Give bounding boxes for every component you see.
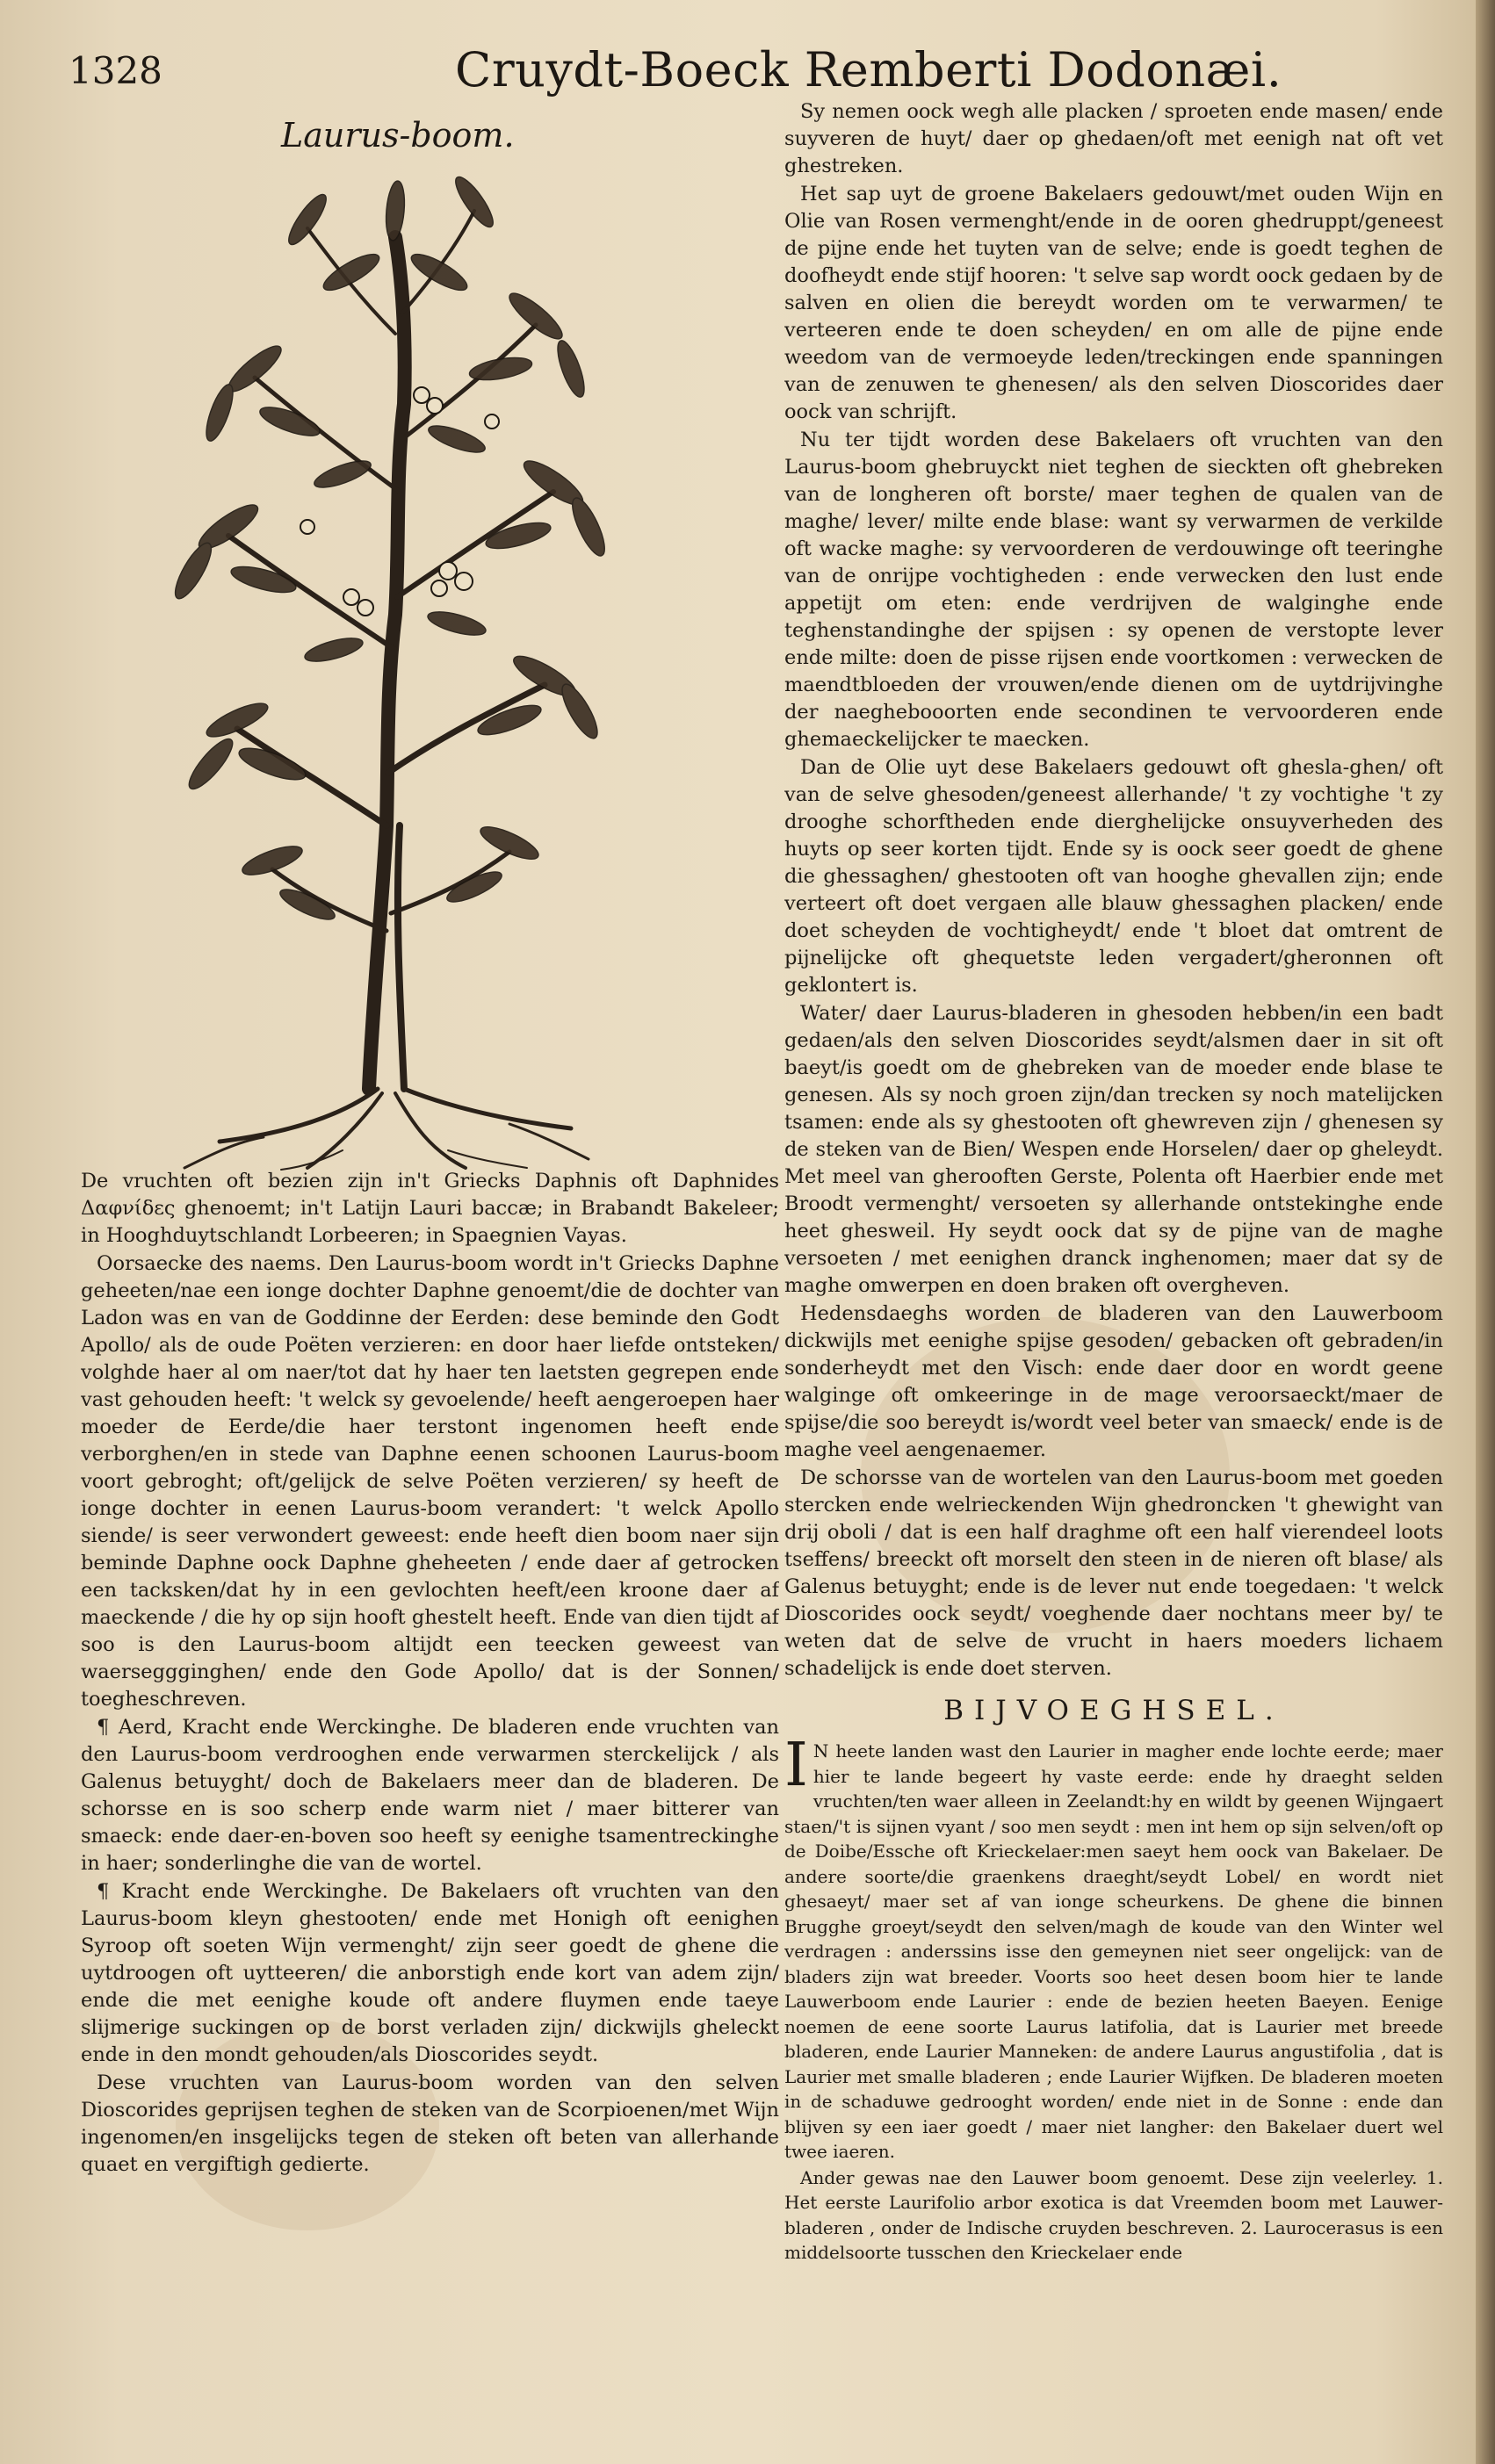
running-title: Cruydt-Boeck Remberti Dodonæi. <box>455 42 1282 97</box>
text-paragraph: De schorsse van de wortelen van den Laurus-boom met goeden stercken ende welrieckenden Wijn ghedroncken 't ghewight van drij oboli / dat is een half draghme oft een half vierendeel loots tseffens/ breeckt oft morselt den steen in de nieren oft blase/ als Galenus betuyght; ende is de lever nut ende toegedaen: 't welck Dioscorides oock seydt/ voeghende daer nochtans meer by/ te weten dat de selve de vrucht in haers moeders lichaem schadelijck is ende doet sterven. <box>784 1466 1443 1680</box>
page-header <box>69 35 1439 105</box>
drop-cap: I <box>784 1731 808 1800</box>
figure-caption: Laurus-boom. <box>281 116 515 155</box>
text-paragraph: Water/ daer Laurus-bladeren in ghesoden hebben/in een badt gedaen/als den selven Dioscorides seydt/alsmen daer in sit oft baeyt/is goedt om de ghebreken van de moeder ende blase te genesen. Als sy noch groen zijn/dan trecken sy noch matelijcken tsamen: ende als sy ghestooten oft ghewreven zijn / ghenesen sy de steken van de Bien/ Wespen ende Horselen/ daer op gheleydt. Met meel van gherooften Gerste, Polenta oft Haerbier ende met Broodt vermenght/ versoeten sy allerhande ontstekinghe ende heet ghesweil. Hy seydt oock dat sy de pijne van de maghe versoeten / met eenighen dranck inghenomen; maer dat sy de maghe omwerpen en doen braken oft overgheven. <box>784 1002 1443 1297</box>
text-paragraph: Oorsaecke des naems. Den Laurus-boom wordt in't Griecks Daphne geheeten/nae een ionge dochter Daphne genoemt/die de dochter van Ladon was en van de Goddinne der Eerden: dese beminde den Godt Apollo/ als de oude Poëten verzieren: en door haer liefde ontsteken/ volghde haer al om naer/tot dat hy haer ten laetsten gegrepen ende vast gehouden heeft: 't welck sy gevoelende/ heeft aengeroepen haer moeder de Eerde/die haer terstont ingenomen heeft ende verborghen/en in stede van Daphne eenen schoonen Laurus-boom voort gebroght; oft/gelijck de selve Poëten verzieren/ sy heeft de ionge dochter in eenen Laurus-boom verandert: 't welck Apollo siende/ is seer verwondert geweest: ende heeft dien boom naer sijn beminde Daphne oock Daphne gheheeten / ende daer af getrocken een tacksken/dat hy in een gevlochten heeft/een kroone daer af maeckende / die hy op sijn hooft ghestelt heeft. Ende van dien tijdt af soo is den Laurus-boom altijdt een teecken geweest van waerseggginghen/ ende den Gode Apollo/ dat is der Sonnen/ toegheschreven. <box>81 1252 779 1711</box>
text-paragraph: Sy nemen oock wegh alle placken / sproeten ende masen/ ende suyveren de huyt/ daer op ghedaen/oft met eenigh nat oft vet ghestreken. <box>784 100 1443 177</box>
left-text-column <box>81 1168 779 2415</box>
laurel-tree-illustration <box>132 158 659 1177</box>
text-paragraph: Nu ter tijdt worden dese Bakelaers oft vruchten van den Laurus-boom ghebruyckt niet teghen de sieckten oft ghebreken van de longheren oft borste/ maer teghen de qualen van de maghe/ lever/ milte ende blase: want sy verwarmen de verkilde oft wacke maghe: sy vervoorderen de verdouwinge oft teeringhe van de onrijpe vochtigheden : ende verwecken den lust ende appetijt om eten: ende verdrijven de walginghe ende teghenstandinghe der spijsen : sy openen de verstopte lever ende milte: doen de pisse rijsen ende voortkomen : verwecken de maendtbloeden der vrouwen/ende dienen om de uytdrijvinghe der naeghebooorten ende secondinen te vervoorderen ende ghemaeckelijcker te maecken. <box>784 429 1443 751</box>
right-text-column <box>784 98 1443 2430</box>
page-number: 1328 <box>69 49 162 92</box>
text-paragraph: De vruchten oft bezien zijn in't Griecks Daphnis oft Daphnides Δαφνίδες ghenoemt; in't Latijn Lauri baccæ; in Brabandt Bakeleer; in Hooghduytschlandt Lorbeeren; in Spaegnien Vayas. <box>81 1170 779 1247</box>
text-paragraph: Dese vruchten van Laurus-boom worden van den selven Dioscorides geprijsen teghen de steken van de Scorpioenen/met Wijn ingenomen/en insgelijcks tegen de steken oft beten van allerhande quaet en vergiftigh gedierte. <box>81 2071 779 2176</box>
bijvoeghsel-paragraph <box>784 1731 1443 2165</box>
text-paragraph: ¶ Aerd, Kracht ende Werckinghe. De bladeren ende vruchten van den Laurus-boom verdrooghen ende verwarmen sterckelijck / als Galenus betuyght/ doch de Bakelaers meer dan de bladeren. De schorsse en is soo scherp ende warm niet / maer bitterer van smaeck: ende daer-en-boven soo heeft sy eenighe tsamentreckinghe in haer; sonderlinghe die van de wortel. <box>81 1716 779 1875</box>
text-paragraph: Het sap uyt de groene Bakelaers gedouwt/met ouden Wijn en Olie van Rosen vermenght/ende in de ooren ghedruppt/geneest de pijne ende het tuyten van de selve; ende is goedt teghen de doofheydt ende stijf hooren: 't selve sap wordt oock gedaen by de salven en olien die bereydt worden om te verwarmen/ te verteeren ende te doen scheyden/ en om alle de pijne ende weedom van de vermoeyde leden/treckingen ende spanningen van de zenuwen te ghenesen/ als den selven Dioscorides daer oock van schrijft. <box>784 183 1443 423</box>
text-paragraph: Ander gewas nae den Lauwer boom genoemt. Dese zijn veelerley. 1. Het eerste Laurifolio arbor exotica is dat Vreemden boom met Lauwer-bladeren , onder de Indische cruyden beschreven. 2. Laurocerasus is een middelsoorte tusschen den Krieckelaer ende <box>784 2166 1443 2263</box>
text-paragraph: Hedensdaeghs worden de bladeren van den Lauwerboom dickwijls met eenighe spijse gesoden/ gebacken oft gebraden/in sonderheydt met den Visch: ende daer door en wordt geene walginge oft omkeeringe in de mage veroorsaeckt/maer de spijse/die soo bereydt is/wordt veel beter van smaeck/ ende is de maghe veel aengenaemer. <box>784 1302 1443 1461</box>
section-heading: BIJVOEGHSEL. <box>943 1695 1284 1726</box>
bijvoeghsel-text: N heete landen wast den Laurier in magher ende lochte eerde; maer hier te lande begeert hy vaste eerde: ende hy draeght selden vruchten/ten waer alleen in Zeelandt:hy en wildt by geenen Wijngaert staen/'t is sijnen vyant / soo men seydt : men int hem op sijn selven/oft op de Doibe/Essche oft Krieckelaer:men saeyt hem oock van Bakelaer. De andere soorte/die graenkens draeght/seydt Lobel/ en wordt niet ghesaeyt/ maer set af van ionge scheurkens. De ghene die binnen Brugghe groeyt/seydt den selven/magh de koude van den Winter wel verdragen : anderssins isse den gemeynen niet seer ongelijck: van de bladers zijn wat breeder. Voorts soo heet desen boom hier te lande Lauwerboom ende Laurier : ende de bezien heeten Baeyen. Eenige noemen de eene soorte Laurus latifolia, dat is Laurier met breede bladeren, ende Laurier Manneken: de andere Laurus angustifolia , dat is Laurier met smalle bladeren ; ende Laurier Wijfken. De bladeren moeten in de schaduwe gedrooght worden/ ende niet in de Sonne : ende dan blijven sy een iaer goedt / maer niet langher: den Bakelaer duert wel twee iaeren. <box>784 1740 1443 2162</box>
page-edge-shadow <box>1476 0 1495 2464</box>
text-paragraph: Dan de Olie uyt dese Bakelaers gedouwt oft ghesla-ghen/ oft van de selve ghesoden/geneest allerhande/ 't zy vochtighe 't zy drooghe schorftheden ende dierghelijcke onsuyverheden des huyts op seer korten tijdt. Ende sy is oock seer goedt de ghene die ghessaghen/ ghestooten oft van hooghe ghevallen zijn; ende verteert oft doet vergaen alle blauw ghessaghen placken/ ende doet scheyden de vochtigheydt/ ende 't bloet dat omtrent de pijnelijcke oft ghequetste leden vergadert/gheronnen oft geklontert is. <box>784 756 1443 997</box>
text-paragraph: ¶ Kracht ende Werckinghe. De Bakelaers oft vruchten van den Laurus-boom kleyn ghestooten/ ende met Honigh oft eenighen Syroop oft soeten Wijn vermenght/ zijn seer goedt de ghene die uytdroogen oft uytteeren/ die anborstigh ende kort van adem zijn/ ende die met eenighe koude oft andere fluymen ende taeye slijmerige suckingen op de borst verladen zijn/ dickwijls gheleckt ende in den mondt gehouden/als Dioscorides seydt. <box>81 1880 779 2066</box>
